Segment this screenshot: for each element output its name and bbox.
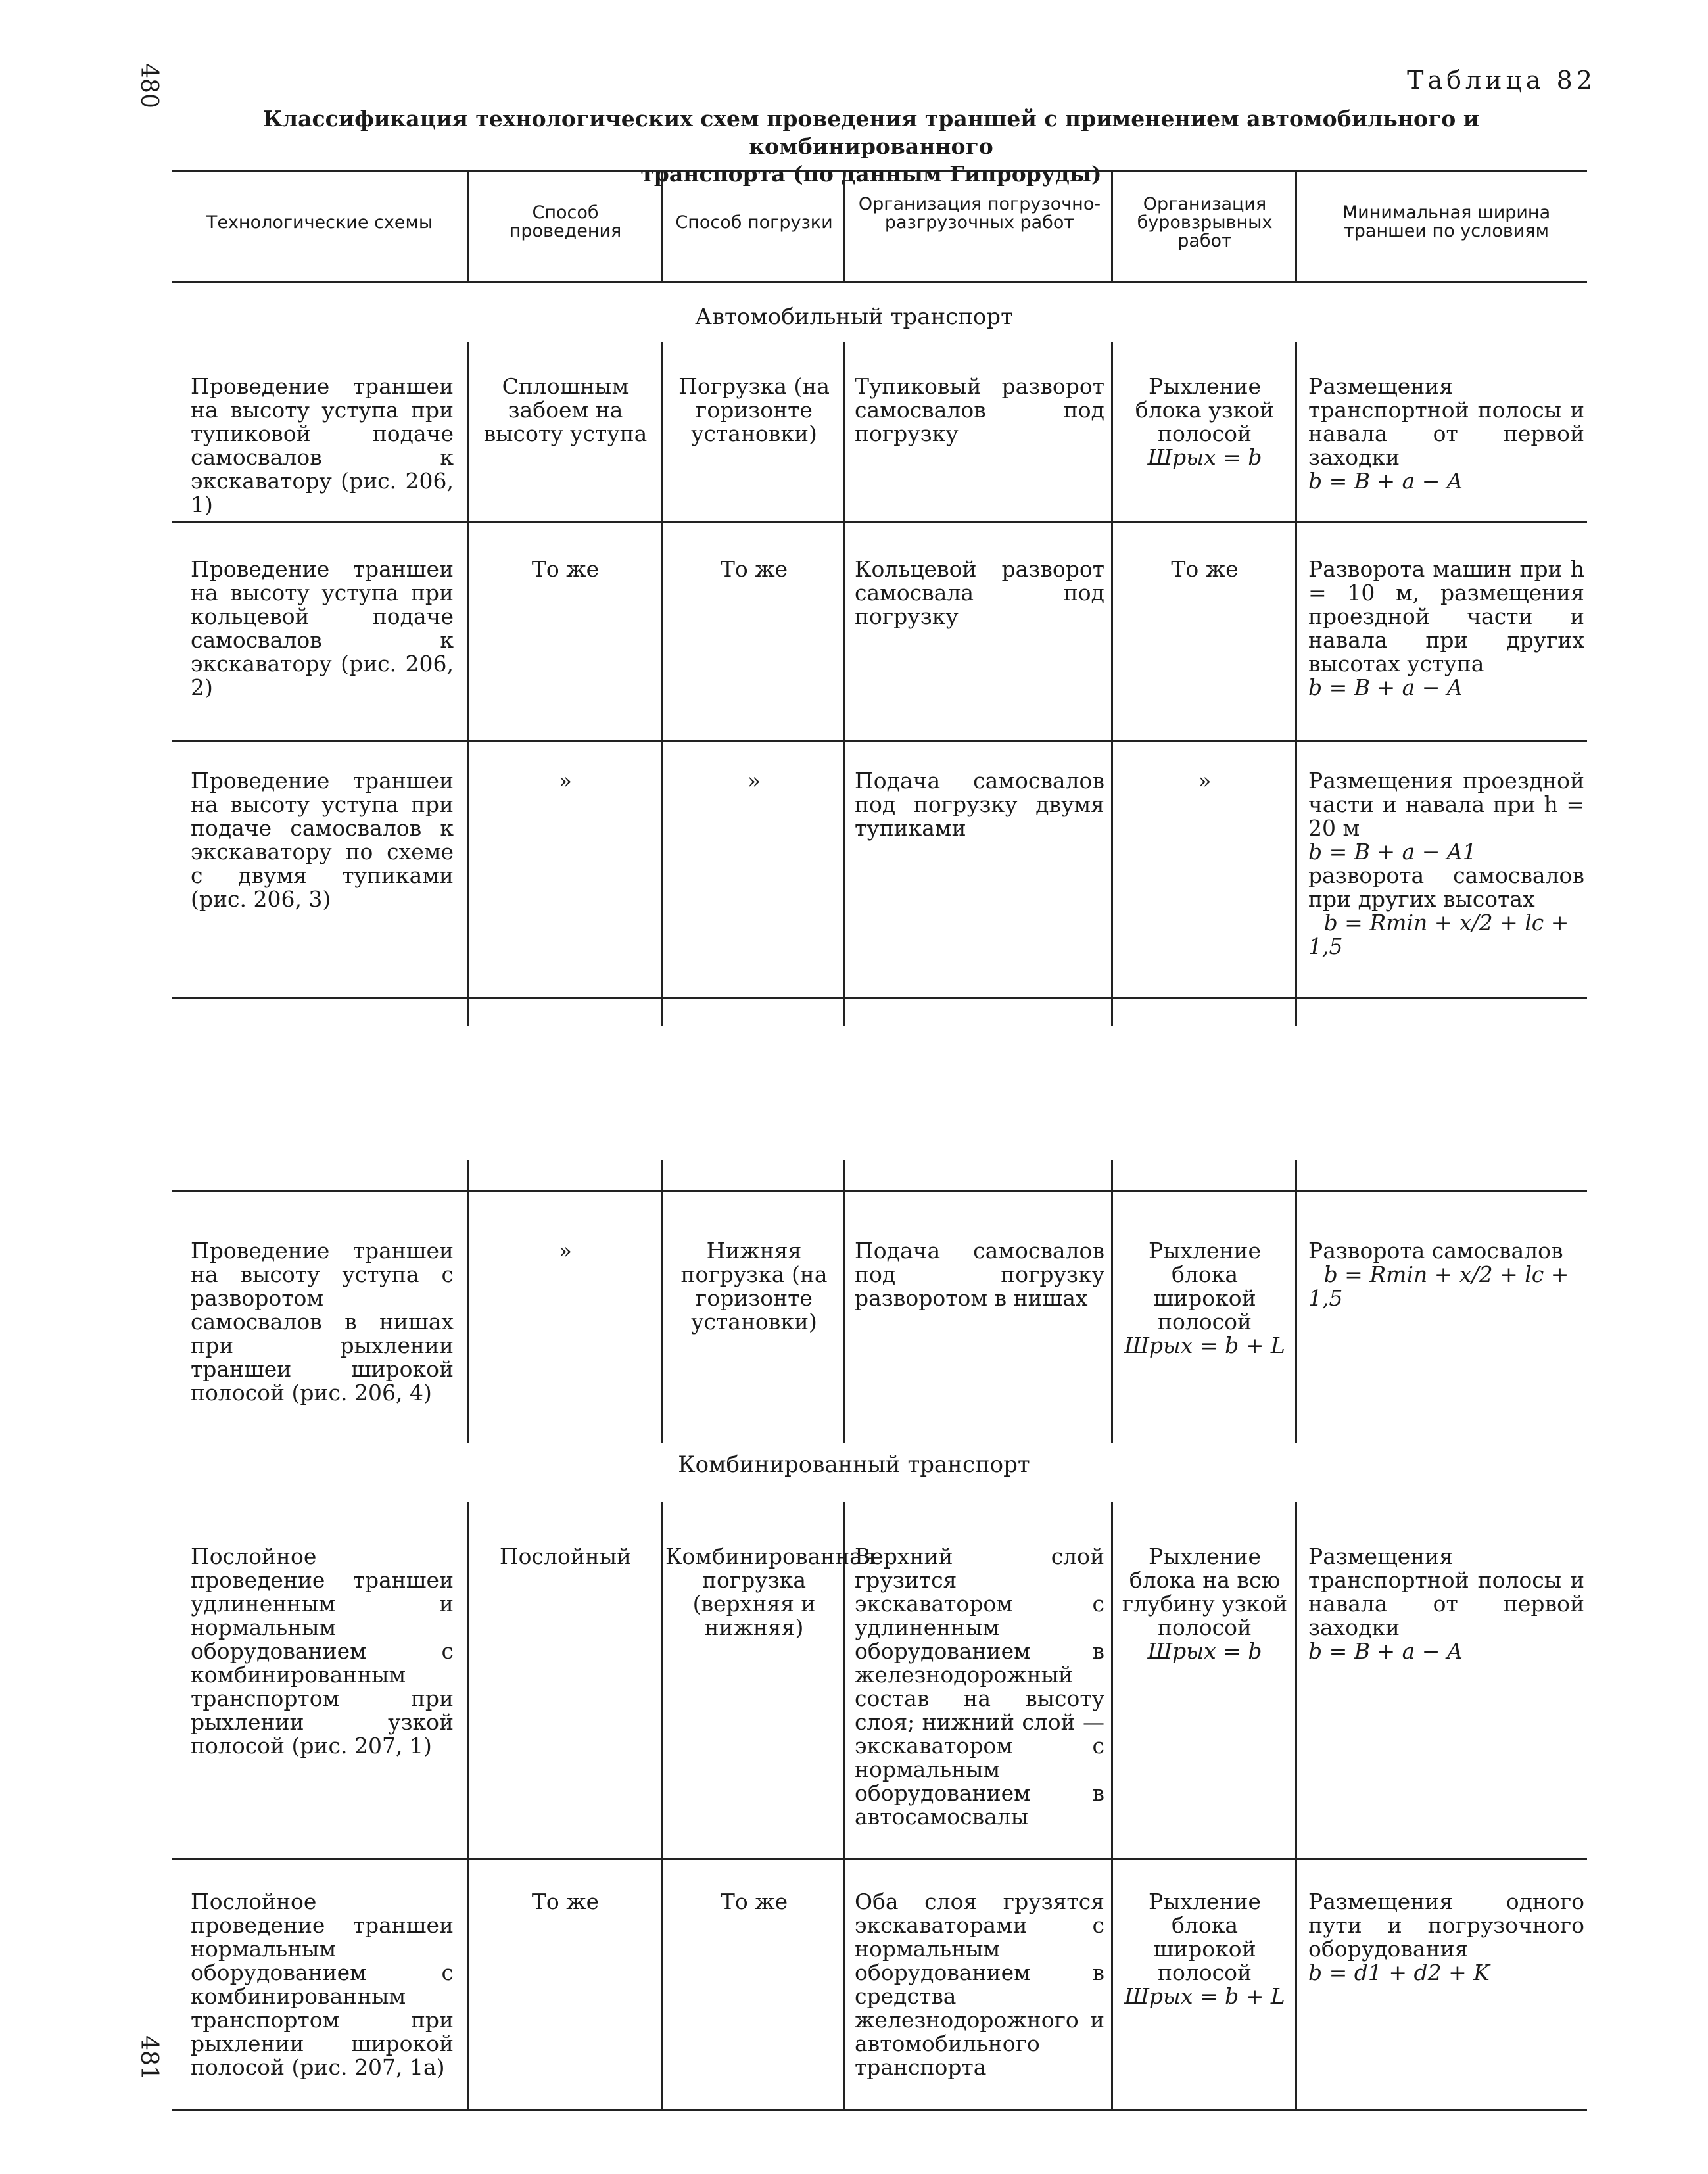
col-sep-2-row4 [661, 1190, 663, 1443]
row6-blasting [1118, 1890, 1292, 2008]
stub-1b [467, 1160, 469, 1190]
col-sep-5-body-c [1295, 1502, 1297, 2110]
row6-scheme: Послойное проведение траншеи нормальным оборудованием с комбинированным транспортом при рыхлении широкой полосой (рис. 207, 1а) [191, 1889, 454, 2080]
row2-organization: Кольцевой разворот самосвала под погрузку [855, 556, 1104, 629]
rule-row3 [172, 997, 1587, 999]
row4-method: » [558, 1238, 573, 1264]
header-schemes: Технологические схемы [206, 212, 433, 233]
row2-scheme: Проведение траншеи на высоту уступа при кольцевой подаче самосвалов к экскаватору (рис. 206, 2) [191, 556, 454, 700]
stub-5b [1295, 1160, 1297, 1190]
row5-blasting-formula: Шрых = b [1147, 1638, 1262, 1664]
row4-blasting-formula: Шрых = b + L [1124, 1333, 1285, 1358]
stub-2a [661, 999, 663, 1026]
row5-width-formula: b = B + a − A [1308, 1638, 1463, 1664]
col-sep-3-body-c [843, 1502, 845, 2110]
stub-2b [661, 1160, 663, 1190]
stub-4b [1111, 1160, 1113, 1190]
row1-width-formula: b = B + a − A [1308, 468, 1463, 494]
col-sep-5-row4 [1295, 1190, 1297, 1443]
col-sep-4-body-a [1111, 342, 1113, 999]
row5-width [1308, 1545, 1584, 1663]
row1-scheme: Проведение траншеи на высоту уступа при тупиковой подаче самосвалов к экскаватору (рис. 206, 1) [191, 373, 454, 517]
stub-4a [1111, 999, 1113, 1026]
header-min-width: Минимальная ширина траншеи по условиям [1342, 202, 1551, 241]
col-sep-3-body-a [843, 342, 845, 999]
section-combined-transport: Комбинированный транспорт [678, 1452, 1030, 1478]
row3-width-text: Размещения проездной части и навала при h = 20 м [1308, 768, 1584, 841]
table-title-line1: Классификация технологических схем проведения траншей с применением автомобильного и комбинированного [262, 106, 1480, 159]
header-blasting: Организация буровзрывных работ [1137, 194, 1273, 251]
row2-method: То же [531, 556, 600, 582]
stub-3a [843, 999, 845, 1026]
rule-continuation [172, 1190, 1587, 1192]
row5-organization: Верхний слой грузится экскаватором с удлиненным оборудованием в железнодорожный состав на высоту слоя; нижний слой — экскаватором с нормальным оборудованием в автосамосвалы [855, 1544, 1104, 1830]
row2-width-formula: b = B + a − A [1308, 674, 1463, 700]
row4-scheme: Проведение траншеи на высоту уступа с разворотом самосвалов в нишах при рыхлении траншеи широкой полосой (рис. 206, 4) [191, 1238, 454, 1406]
rule-row5 [172, 1858, 1587, 1860]
rule-top [172, 170, 1587, 172]
row5-method: Послойный [499, 1544, 632, 1569]
row3-blasting: » [1198, 768, 1212, 793]
col-sep-4-row4 [1111, 1190, 1113, 1443]
row2-width-text: Разворота машин при h = 10 м, размещения проездной части и навала при других высотах уступа [1308, 556, 1584, 676]
row6-blasting-text: Рыхление блока широкой полосой [1148, 1889, 1262, 1985]
row4-width-text: Разворота самосвалов [1308, 1238, 1563, 1264]
row1-blasting-formula: Шрых = b [1147, 444, 1262, 470]
row5-width-text: Размещения транспортной полосы и навала от первой заходки [1308, 1544, 1584, 1640]
row5-blasting-text: Рыхление блока на всю глубину узкой полосой [1122, 1544, 1288, 1640]
row4-organization: Подача самосвалов под погрузку разворотом в нишах [855, 1238, 1104, 1311]
row2-loading: То же [720, 556, 788, 582]
row3-method: » [558, 768, 573, 793]
row6-loading: То же [720, 1889, 788, 1914]
rule-header-bottom [172, 281, 1587, 283]
col-sep-2-body-a [661, 342, 663, 999]
col-sep-1-body-c [467, 1502, 469, 2110]
rule-row1 [172, 521, 1587, 523]
col-sep-1 [467, 170, 469, 281]
page-number-bottom: 481 [135, 2035, 162, 2081]
col-sep-4-body-c [1111, 1502, 1113, 2110]
col-sep-3 [843, 170, 845, 281]
rule-row2 [172, 740, 1587, 742]
row3-width-text2: разворота самосвалов при других высотах [1308, 863, 1584, 912]
row5-scheme: Послойное проведение траншеи удлиненным и нормальным оборудованием с комбинированным транспортом при рыхлении узкой полосой (рис. 207, 1) [191, 1544, 454, 1759]
table-title [164, 105, 1578, 188]
page-number-top: 480 [135, 63, 162, 108]
stub-1a [467, 999, 469, 1026]
row6-width-text: Размещения одного пути и погрузочного оборудования [1308, 1889, 1584, 1962]
row2-blasting: То же [1171, 556, 1239, 582]
row5-loading: Комбинированная погрузка (верхняя и нижняя) [665, 1544, 876, 1640]
col-sep-4 [1111, 170, 1113, 281]
header-method: Способ проведения [509, 202, 622, 241]
header-loading: Способ погрузки [675, 212, 833, 233]
row3-organization: Подача самосвалов под погрузку двумя тупиками [855, 768, 1104, 841]
row4-width [1308, 1239, 1584, 1310]
rule-bottom [172, 2109, 1587, 2111]
row4-blasting-text: Рыхление блока широкой полосой [1148, 1238, 1262, 1335]
col-sep-5-body-a [1295, 342, 1297, 999]
stub-3b [843, 1160, 845, 1190]
col-sep-2 [661, 170, 663, 281]
row1-blasting-text: Рыхление блока узкой полосой [1135, 373, 1275, 446]
row6-width [1308, 1890, 1584, 1985]
header-organization: Организация погрузочно-разгрузочных работ [858, 194, 1101, 233]
row1-width [1308, 375, 1584, 493]
row4-loading: Нижняя погрузка (на горизонте установки) [680, 1238, 828, 1335]
col-sep-3-row4 [843, 1190, 845, 1443]
row3-width-formula2: b = Rmin + x/2 + lc + 1,5 [1308, 910, 1569, 959]
col-sep-2-body-c [661, 1502, 663, 2110]
row3-width [1308, 769, 1584, 958]
row1-organization: Тупиковый разворот самосвалов под погрузку [855, 373, 1104, 446]
row1-method: Сплошным забоем на высоту уступа [483, 373, 648, 446]
row1-width-text: Размещения транспортной полосы и навала от первой заходки [1308, 373, 1584, 470]
row2-width [1308, 557, 1584, 699]
row6-width-formula: b = d1 + d2 + K [1308, 1960, 1490, 1985]
row4-blasting [1118, 1239, 1292, 1358]
row1-loading: Погрузка (на горизонте установки) [678, 373, 830, 446]
table-caption: Таблица 82 [1407, 66, 1596, 95]
row6-blasting-formula: Шрых = b + L [1124, 1983, 1285, 2009]
row3-scheme: Проведение траншеи на высоту уступа при подаче самосвалов к экскаватору по схеме с двумя тупиками (рис. 206, 3) [191, 768, 454, 912]
row6-organization: Оба слоя грузятся экскаваторами с нормальным оборудованием в средства железнодорожного и автомобильного транспорта [855, 1889, 1104, 2080]
row3-width-formula: b = B + a − A1 [1308, 839, 1477, 864]
section-auto-transport: Автомобильный транспорт [695, 304, 1013, 330]
row1-blasting [1118, 375, 1292, 469]
table-title-line2: транспорта (по данным Гипроруды) [640, 161, 1102, 187]
stub-5a [1295, 999, 1297, 1026]
row6-method: То же [531, 1889, 600, 1914]
col-sep-1-body-a [467, 342, 469, 999]
row3-loading: » [747, 768, 761, 793]
col-sep-5 [1295, 170, 1297, 281]
row5-blasting [1118, 1545, 1292, 1663]
col-sep-1-row4 [467, 1190, 469, 1443]
row4-width-formula: b = Rmin + x/2 + lc + 1,5 [1308, 1262, 1569, 1311]
